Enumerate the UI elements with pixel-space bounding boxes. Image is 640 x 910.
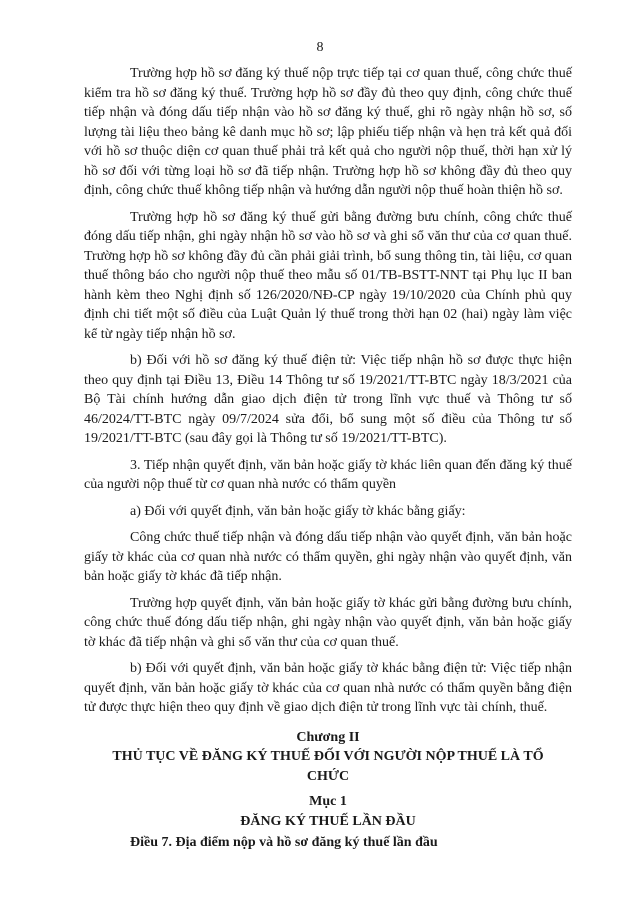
paragraph: Công chức thuế tiếp nhận và đóng dấu tiếp nhận vào quyết định, văn bản hoặc giấy tờ khác của cơ quan nhà nước có thẩm quyền, ghi ngày nhận vào quyết định, văn bản hoặc giấy tờ khác đã tiếp nhận.	[84, 530, 572, 584]
page-number: 8	[316, 40, 324, 55]
paragraph: Trường hợp hồ sơ đăng ký thuế gửi bằng đường bưu chính, công chức thuế đóng dấu tiếp nhận, ghi ngày nhận hồ sơ vào hồ sơ và ghi sổ văn thư của cơ quan thuế. Trường hợp hồ sơ không đầy đủ cần phải giải trình, bổ sung thông tin, tài liệu, cơ quan thuế thông báo cho người nộp thuế theo mẫu số 01/TB-BSTT-NNT tại Phụ lục II ban hành kèm theo Nghị định số 126/2020/NĐ-CP ngày 19/10/2020 của Chính phủ quy định chi tiết một số điều của Luật Quản lý thuế trong thời hạn 02 (hai) ngày làm việc kể từ ngày tiếp nhận hồ sơ.	[84, 209, 572, 342]
document-body	[84, 64, 572, 853]
chapter-label: Chương II	[296, 729, 360, 745]
paragraph: 3. Tiếp nhận quyết định, văn bản hoặc giấy tờ khác liên quan đến đăng ký thuế của người nộp thuế từ cơ quan nhà nước có thẩm quyền	[84, 457, 572, 492]
paragraph: b) Đối với hồ sơ đăng ký thuế điện tử: Việc tiếp nhận hồ sơ được thực hiện theo quy định tại Điều 13, Điều 14 Thông tư số 19/2021/TT-BTC ngày 18/3/2021 của Bộ Tài chính hướng dẫn giao dịch điện tử trong lĩnh vực thuế và Thông tư số 46/2024/TT-BTC ngày 09/7/2024 sửa đổi, bổ sung một số điều của Thông tư số 19/2021/TT-BTC (sau đây gọi là Thông tư số 19/2021/TT-BTC).	[84, 353, 572, 446]
chapter-title: THỦ TỤC VỀ ĐĂNG KÝ THUẾ ĐỐI VỚI NGƯỜI NỘP THUẾ LÀ TỔ CHỨC	[112, 749, 544, 784]
paragraph: b) Đối với quyết định, văn bản hoặc giấy tờ khác bằng điện tử: Việc tiếp nhận quyết định, văn bản hoặc giấy tờ khác của cơ quan nhà nước có thẩm quyền bằng điện tử được thực hiện theo quy định về giao dịch điện tử trong lĩnh vực tài chính, thuế.	[84, 661, 572, 715]
section-title: ĐĂNG KÝ THUẾ LẦN ĐẦU	[240, 813, 416, 829]
article-heading: Điều 7. Địa điểm nộp và hồ sơ đăng ký thuế lần đầu	[130, 835, 438, 850]
paragraph: Trường hợp hồ sơ đăng ký thuế nộp trực tiếp tại cơ quan thuế, công chức thuế kiểm tra hồ sơ đăng ký thuế. Trường hợp hồ sơ đầy đủ theo quy định, công chức thuế tiếp nhận và đóng dấu tiếp nhận vào hồ sơ đăng ký thuế, ghi rõ ngày nhận hồ sơ, số lượng tài liệu theo bảng kê danh mục hồ sơ; lập phiếu tiếp nhận và hẹn trả kết quả đối với hồ sơ thuộc diện cơ quan thuế phải trả kết quả cho người nộp thuế, thời hạn xử lý hồ sơ đối với từng loại hồ sơ đã tiếp nhận. Trường hợp hồ sơ không đầy đủ theo quy định, công chức thuế không tiếp nhận và hướng dẫn người nộp thuế hoàn thiện hồ sơ.	[84, 66, 572, 198]
paragraph: a) Đối với quyết định, văn bản hoặc giấy tờ khác bằng giấy:	[130, 503, 466, 519]
paragraph: Trường hợp quyết định, văn bản hoặc giấy tờ khác gửi bằng đường bưu chính, công chức thuế đóng dấu tiếp nhận, ghi ngày nhận vào quyết định, văn bản hoặc giấy tờ khác đã tiếp nhận và ghi sổ văn thư của cơ quan thuế.	[84, 595, 572, 650]
section-label: Mục 1	[309, 794, 347, 809]
